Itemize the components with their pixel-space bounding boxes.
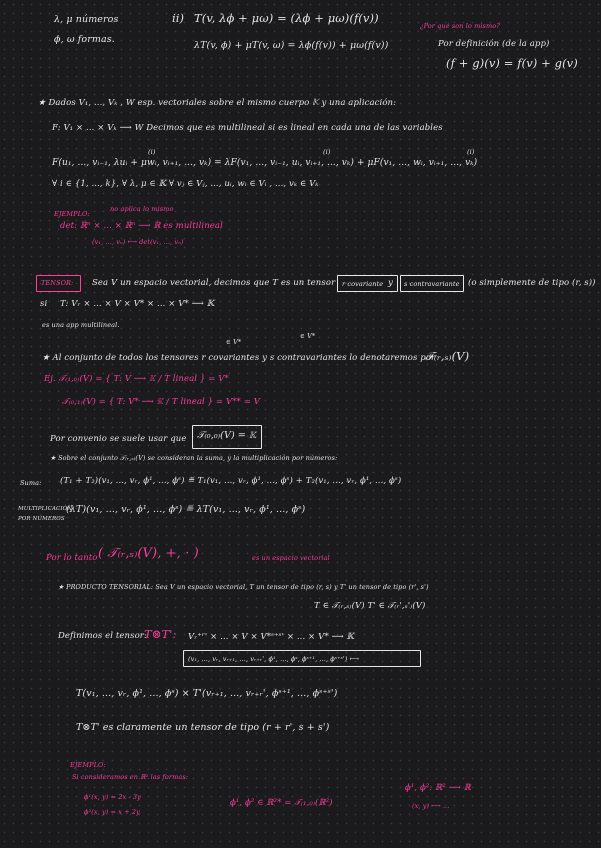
operations-intro: ★ Sobre el conjunto 𝒯₍ᵣ,ₛ₎(V) se consideran la suma, y la multiplicación por números: — [50, 454, 338, 462]
form-phi1: ϕ¹(x, y) = 2x - 3y — [84, 793, 141, 801]
tensor-product-domain: Vᵣ⁺ʳ' × ... × V × V*ˢ⁺ˢ' × ... × V* ⟶ 𝕂 — [188, 632, 355, 642]
forms-example-intro: Si consideramos en ℝ² las formas: — [72, 773, 189, 781]
tensor-set-intro: ★ Al conjunto de todos los tensores r covariantes y s contravariantes lo denotaremos por — [42, 353, 436, 363]
contravariant-label: s contravariante — [404, 280, 460, 288]
vstar-note: ∈ V* — [300, 332, 316, 340]
property-ii-expansion: λT(v, ϕ) + μT(v, ω) = λϕ(f(v)) + μω(f(v)) — [194, 40, 389, 51]
tensor-label: TENSOR: — [41, 279, 74, 287]
property-ii-label: ii) — [172, 11, 185, 25]
question-note: ¿Por qué son lo mismo? — [420, 22, 500, 30]
scalar-mult-label: POR NÚMEROS — [18, 516, 65, 522]
vstar-note: ∈ V* — [226, 338, 242, 346]
tensor-product-symbol: T⊗T': — [144, 627, 177, 641]
scalar-mult-definition: (λT)(v₁, ..., vᵣ, ϕ¹, ..., ϕˢ) ≝ λT(v₁, ..., vᵣ, ϕ¹, ..., ϕˢ) — [66, 504, 306, 515]
index-marker: (i) — [467, 148, 475, 156]
tensor-set-symbol: 𝒯₍ᵣ,ₛ₎(V) — [425, 349, 470, 363]
forms-map-rule: (x, y) ⟼ ... — [412, 802, 450, 810]
convention-note: Por convenio se suele usar que — [50, 434, 187, 444]
scalars-note: λ, μ números — [54, 14, 119, 25]
tensor-product-value: T(v₁, ..., vᵣ, ϕ¹, ..., ϕˢ) × T'(vᵣ₊₁, ..., vᵣ₊ᵣ', ϕˢ⁺¹, ..., ϕˢ⁺ˢ') — [76, 688, 338, 699]
det-note: no aplica lo mismo — [110, 205, 174, 213]
forms-note: ϕ, ω formas. — [54, 34, 115, 45]
sum-definition: (T₁ + T₂)(v₁, ..., vᵣ, ϕ¹, ..., ϕˢ) ≝ T₁(v₁, ..., vᵣ, ϕ¹, ..., ϕˢ) + T₂(v₁, ..., vᵣ, ϕ¹, ..., ϕˢ) — [60, 476, 402, 486]
tensor-type-note: (o simplemente de tipo (r, s)) — [468, 278, 596, 288]
convention-equation: 𝒯₍₀,₀₎(V) = 𝕂 — [197, 430, 257, 441]
vector-space-note: es un espacio vectorial — [252, 554, 330, 562]
index-marker: (i) — [323, 148, 331, 156]
property-ii-equation: T(v, λϕ + μω) = (λϕ + μω)(f(v)) — [194, 11, 379, 25]
if-word: si — [40, 299, 48, 309]
tensor-definition: Sea V un espacio vectorial, decimos que T es un tensor — [92, 278, 336, 288]
sum-label: Suma: — [20, 479, 42, 487]
scalar-mult-label: MULTIPLICACIÓN — [18, 506, 73, 512]
covariant-label: r covariante — [342, 280, 384, 288]
determinant-rule: (v₁, ..., vₙ) ⟼ det(v₁, ..., vₙ) — [92, 238, 184, 246]
multilinear-note: es una app multilineal. — [42, 321, 120, 329]
sum-of-maps-definition: (f + g)(v) = f(v) + g(v) — [446, 56, 578, 70]
forms-map: ϕ¹, ϕ²: ℝ² ⟶ ℝ — [405, 783, 471, 793]
tensor-product-intro: ★ PRODUCTO TENSORIAL: Sea V un espacio vectorial, T un tensor de tipo (r, s) y T' un tensor de tipo (r', s') — [58, 583, 429, 591]
multilinear-formula: F(u₁, ..., vᵢ₋₁, λuᵢ + μwᵢ, vᵢ₊₁, ..., vₖ) = λF(v₁, ..., vᵢ₋₁, uᵢ, vᵢ₊₁, ..., vₖ) + μF(v₁, ..., wᵢ, vᵢ₊₁, ..., vₖ) — [52, 158, 478, 168]
example-heading: EJEMPLO: — [70, 761, 106, 769]
tensor-example-1: Ej. 𝒯₍₁,₀₎(V) = { T: V ⟶ 𝕂 / T lineal } = V* — [44, 374, 229, 384]
definition-note: Por definición (de la app) — [438, 39, 550, 49]
multilinear-intro: ★ Dados V₁, ..., Vₖ , W esp. vectoriales sobre el mismo cuerpo 𝕂 y una aplicación: — [38, 98, 397, 108]
example-heading: EJEMPLO: — [54, 210, 90, 218]
tensor-product-type: T⊗T' es claramente un tensor de tipo (r + r', s + s') — [76, 722, 330, 733]
define-tensor-note: Definimos el tensor: — [58, 631, 147, 641]
multilinear-map: F: V₁ × ... × Vₖ ⟶ W Decimos que es multilineal si es lineal en cada una de las variables — [52, 123, 443, 133]
forms-membership: ϕ¹, ϕ² ∈ ℝ²* = 𝒯₍₁,₀₎(ℝ²) — [230, 798, 333, 808]
tensor-map: T: Vᵣ × ... × V × V* × ... × V* ⟶ 𝕂 — [60, 299, 215, 309]
tensor-membership: T ∈ 𝒯₍ᵣ,ₛ₎(V) T' ∈ 𝒯₍ᵣ',ₛ'₎(V) — [314, 601, 426, 611]
form-phi2: ϕ²(x, y) = x + 2y — [84, 808, 140, 816]
tensor-space-structure: ( 𝒯₍ᵣ,ₛ₎(V), +, · ) — [98, 546, 199, 561]
tensor-product-args: (v₁, ..., vᵣ, vᵣ₊₁, ..., vᵣ₊ᵣ', ϕ¹, ..., ϕˢ, ϕˢ⁺¹, ..., ϕˢ⁺ˢ') ⟼ — [188, 655, 360, 663]
multilinear-quantifiers: ∀ i ∈ {1, ..., k}, ∀ λ, μ ∈ 𝕂 ∀ vⱼ ∈ Vⱼ, ..., uᵢ, wᵢ ∈ Vᵢ , ..., vₖ ∈ Vₖ — [52, 179, 319, 189]
determinant-map: det: ℝⁿ × ... × ℝⁿ ⟶ ℝ es multilineal — [60, 221, 223, 231]
and-word: y — [388, 278, 393, 288]
tensor-example-2: 𝒯₍₀,₁₎(V) = { T: V* ⟶ 𝕂 / T lineal } = V** = V — [62, 397, 260, 407]
index-marker: (i) — [148, 148, 156, 156]
therefore-note: Por lo tanto — [46, 553, 98, 563]
